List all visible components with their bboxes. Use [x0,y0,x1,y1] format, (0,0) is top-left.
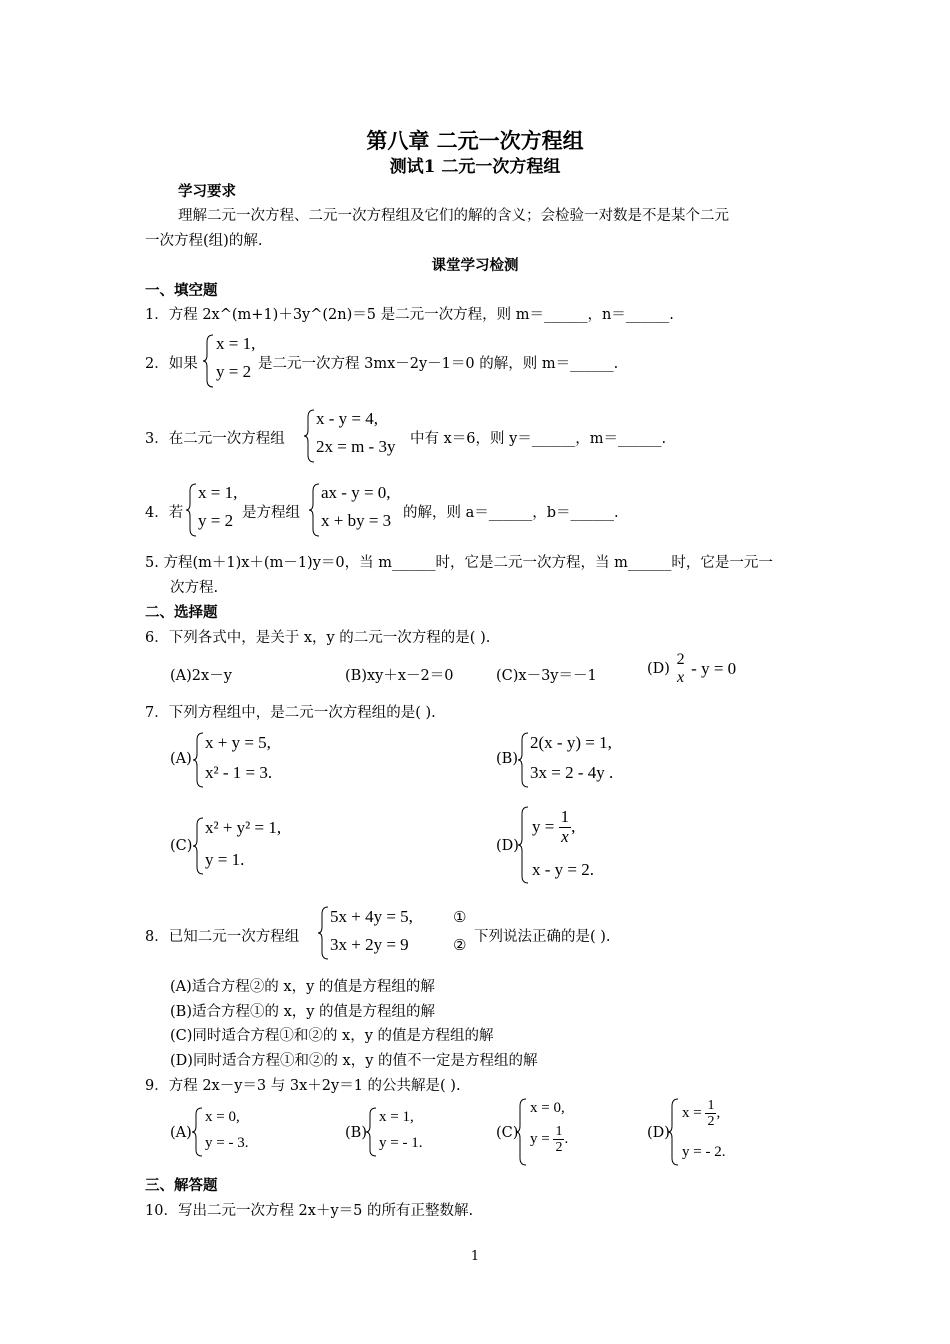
q4-eq-2: y = 2 [198,511,234,530]
q9-a-eq-2: y = - 3. [205,1135,249,1151]
q3-brace [304,409,316,463]
question-4-mid: 是方程组 [242,505,300,521]
question-5-line-1: 5. 方程(m＋1)x＋(m－1)y＝0，当 m______时，它是二元一次方程，当 m______时，它是一元一 [145,555,773,571]
q7-d-label: (D) [496,838,519,854]
q7-d-brace [518,806,530,884]
requirements-text-2: 一次方程(组)的解. [145,233,263,249]
q9-c-den: 2 [555,1140,563,1156]
q6-option-b: (B)xy＋x－2＝0 [345,668,454,684]
chapter-title: 第八章 二元一次方程组 [366,128,584,153]
question-1: 1．方程 2x^(m+1)＋3y^(2n)＝5 是二元一次方程，则 m＝______，n＝______. [145,307,674,323]
q4-brace-2 [309,483,321,537]
q9-d-top-lhs: x = [682,1105,702,1122]
q6-option-c: (C)x－3y＝－1 [496,668,597,684]
question-10: 10．写出二元一次方程 2x＋y＝5 的所有正整数解. [145,1203,474,1219]
q9-c-bot-lhs: y = [530,1131,550,1148]
q9-b-eq-1: x = 1, [379,1109,414,1125]
q2-eq-2: y = 2 [216,362,252,381]
q9-a-eq-1: x = 0, [205,1109,240,1125]
q7-b-eq-1: 2(x - y) = 1, [530,733,612,752]
q7-d-top-lhs: y = [532,817,555,837]
section-title: 课堂学习检测 [431,257,519,274]
q4-eq-3: ax - y = 0, [321,483,391,502]
q6-d-label: (D) [647,660,670,677]
q9-a-brace [192,1107,204,1157]
q7-d-top-num: 1 [560,807,570,826]
question-3-prefix: 3．在二元一次方程组 [145,431,285,447]
q8-eq-2: 3x + 2y = 9 [330,935,409,954]
q7-b-label: (B) [496,751,518,767]
q7-a-eq-1: x + y = 5, [205,733,271,752]
q9-a-label: (A) [170,1125,192,1141]
test-title: 测试1 二元一次方程组 [389,157,561,177]
question-5-line-2: 次方程. [170,580,219,596]
q9-b-brace [366,1107,378,1157]
q8-eq-1: 5x + 4y = 5, [330,907,413,926]
part1-heading: 一、填空题 [145,282,218,299]
q3-eq-1: x - y = 4, [316,409,378,428]
q7-c-eq-1: x² + y² = 1, [205,818,282,837]
requirements-heading: 学习要求 [178,183,236,200]
question-9: 9．方程 2x－y＝3 与 3x＋2y＝1 的公共解是( ). [145,1078,461,1094]
q8-option-a: (A)适合方程②的 x，y 的值是方程组的解 [170,979,435,995]
question-2-suffix: 是二元一次方程 3mx－2y－1＝0 的解，则 m＝______. [258,356,619,372]
requirements-text-1: 理解二元一次方程、二元一次方程组及它们的解的含义；会检验一对数是不是某个二元 [178,208,729,224]
q8-option-d: (D)同时适合方程①和②的 x，y 的值不一定是方程组的解 [170,1053,538,1069]
q8-mark-1: ① [453,908,467,926]
q7-d-eq-2: x - y = 2. [532,860,594,879]
question-4-prefix: 4．若 [145,505,184,521]
q9-b-eq-2: y = - 1. [379,1135,423,1151]
q6-d-num: 2 [676,651,685,668]
q2-eq-1: x = 1, [216,334,256,353]
q8-mark-2: ② [453,936,467,954]
q6-d-den: x [677,668,685,686]
question-8-suffix: 下列说法正确的是( ). [474,929,611,945]
q8-option-b: (B)适合方程①的 x，y 的值是方程组的解 [170,1004,436,1020]
q7-c-label: (C) [170,838,193,854]
q7-c-eq-2: y = 1. [205,850,245,869]
page-number: 1 [470,1249,480,1264]
part3-heading: 三、解答题 [145,1177,218,1194]
q9-d-den: 2 [707,1114,715,1130]
question-2-prefix: 2．如果 [145,356,198,372]
q9-b-label: (B) [345,1125,367,1141]
q8-option-c: (C)同时适合方程①和②的 x，y 的值是方程组的解 [170,1028,494,1044]
q7-d-top-den: x [561,826,569,846]
q4-brace-1 [186,483,198,537]
q9-c-brace [516,1098,528,1166]
q8-brace [318,906,330,960]
q6-option-a: (A)2x－y [170,668,232,684]
q9-d-eq-2: y = - 2. [682,1144,726,1160]
q3-eq-2: 2x = m - 3y [316,437,396,456]
question-8-prefix: 8．已知二元一次方程组 [145,929,300,945]
q4-eq-1: x = 1, [198,483,238,502]
q9-d-num: 1 [707,1098,715,1113]
q9-d-label: (D) [647,1125,670,1141]
q9-c-num: 1 [555,1124,563,1139]
q2-brace [203,334,215,388]
question-6: 6．下列各式中，是关于 x，y 的二元一次方程的是( ). [145,630,491,646]
q7-c-brace [193,817,205,875]
q7-b-eq-2: 3x = 2 - 4y . [530,763,614,782]
q9-d-brace [668,1098,680,1166]
q7-a-label: (A) [170,751,192,767]
q7-b-brace [518,732,530,788]
question-4-suffix: 的解，则 a＝______，b＝______. [403,505,619,521]
q9-c-eq-1: x = 0, [530,1100,565,1116]
question-7: 7．下列方程组中，是二元一次方程组的是( ). [145,705,436,721]
q6-d-rest: - y = 0 [691,658,737,678]
part2-heading: 二、选择题 [145,604,218,621]
q9-c-label: (C) [496,1125,519,1141]
q6-option-d [647,651,736,686]
q4-eq-4: x + by = 3 [321,511,392,530]
q7-a-eq-2: x² - 1 = 3. [205,763,273,782]
q7-a-brace [193,732,205,788]
question-3-suffix: 中有 x＝6，则 y＝______，m＝______. [410,431,667,447]
